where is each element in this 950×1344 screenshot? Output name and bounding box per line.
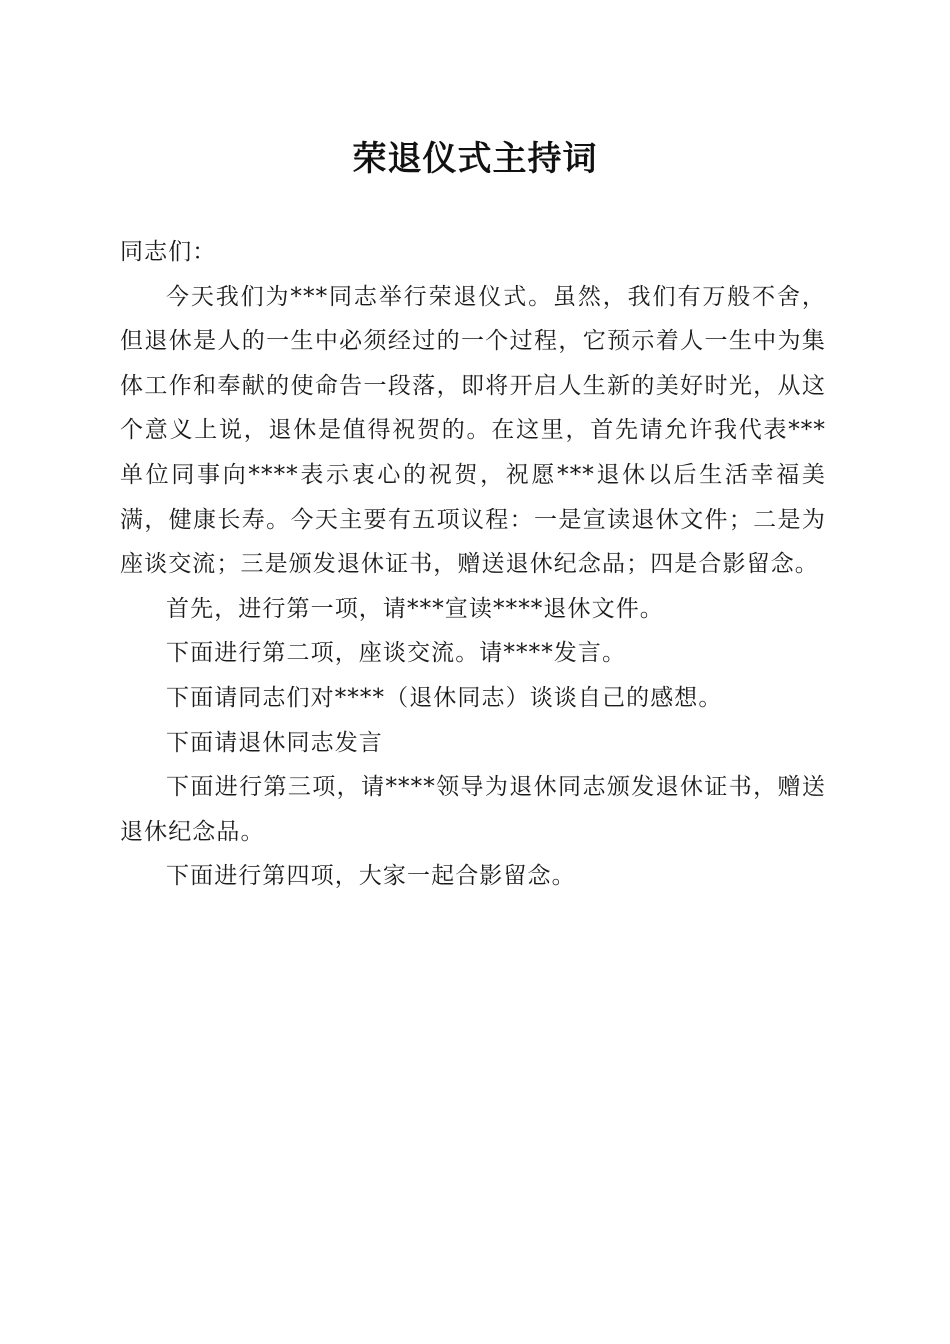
paragraph-item-4: 下面进行第四项，大家一起合影留念。 <box>166 863 576 890</box>
paragraph-colleague-remarks: 下面请同志们对****（退休同志）谈谈自己的感想。 <box>166 684 723 711</box>
paragraph-intro: 今天我们为***同志举行荣退仪式。虽然，我们有万般不舍，但退休是人的一生中必须经过的一个过程，它预示着人一生中为集体工作和奉献的使命告一段落，即将开启人生新的美好时光，从这个意义上说，退休是值得祝贺的。在这里，首先请允许我代表***单位同事向****表示衷心的祝贺，祝愿***退休以后生活幸福美满，健康长寿。今天主要有五项议程：一是宣读退休文件；二是为座谈交流；三是颁发退休证书，赠送退休纪念品；四是合影留念。 <box>120 283 826 578</box>
paragraph-item-3: 下面进行第三项，请****领导为退休同志颁发退休证书，赠送退休纪念品。 <box>120 774 826 845</box>
paragraph-retiree-speech: 下面请退休同志发言 <box>166 729 383 756</box>
paragraph-item-2: 下面进行第二项，座谈交流。请****发言。 <box>166 640 627 667</box>
document-body <box>120 230 826 899</box>
paragraph-item-1: 首先，进行第一项，请***宣读****退休文件。 <box>166 595 664 622</box>
salutation: 同志们： <box>120 239 217 265</box>
document-title: 荣退仪式主持词 <box>352 139 598 179</box>
